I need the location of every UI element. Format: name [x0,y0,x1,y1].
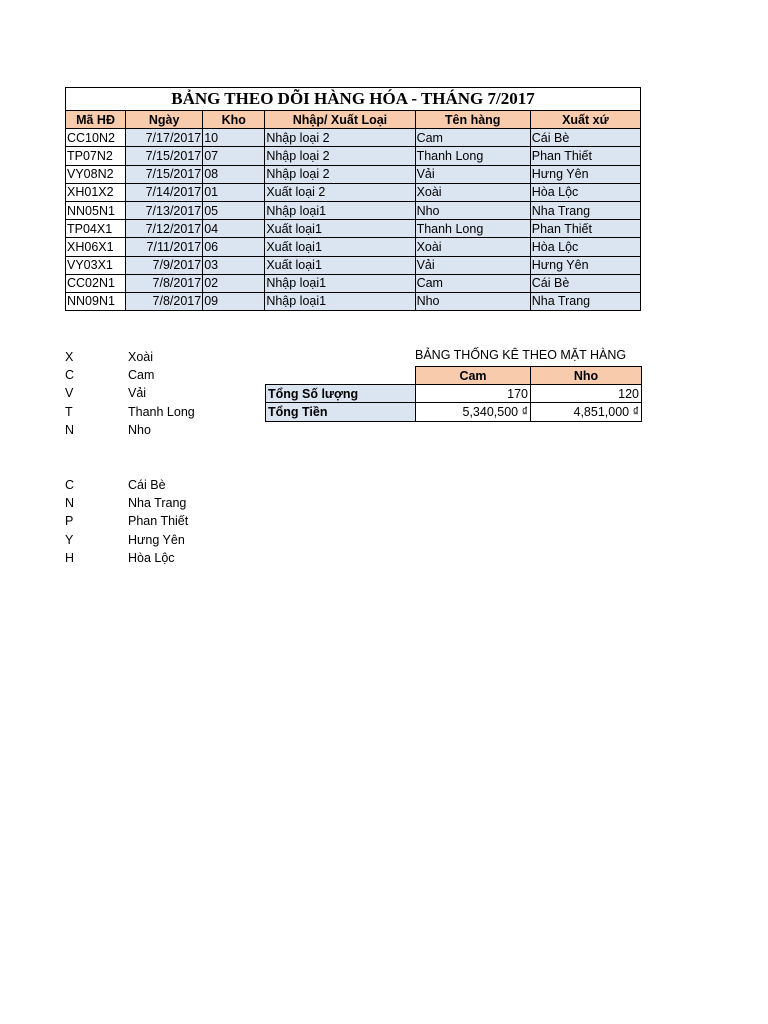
cell-ngay: 7/17/2017 [126,129,203,147]
cell-nhap-xuat-loai: Xuất loại1 [265,220,415,238]
legend-name: Phan Thiết [128,514,189,529]
legend-code: N [65,496,75,511]
cell-xuat-xu: Cái Bè [530,129,640,147]
legend-name: Hòa Lộc [128,550,175,565]
cell-ten-hang: Xoài [415,238,530,256]
legend-code: N [65,422,75,437]
cell-ten-hang: Vải [415,256,530,274]
cell-ngay: 7/11/2017 [126,238,203,256]
cell-ngay: 7/13/2017 [126,201,203,219]
cell-xuat-xu: Hòa Lộc [530,183,640,201]
legend-code: X [65,350,74,364]
stats-quantity-cam: 170 [416,385,531,403]
cell-ma-hd: NN05N1 [66,201,126,219]
cell-ma-hd: VY03X1 [66,256,126,274]
cell-xuat-xu: Hòa Lộc [530,238,640,256]
cell-kho: 07 [203,147,265,165]
cell-nhap-xuat-loai: Nhập loại 2 [265,129,415,147]
cell-ngay: 7/14/2017 [126,183,203,201]
cell-nhap-xuat-loai: Xuất loại1 [265,238,415,256]
cell-ma-hd: NN09N1 [66,292,126,310]
header-ten-hang: Tên hàng [415,111,530,129]
legend-name: Nho [128,422,151,437]
goods-tracking-table [65,87,641,311]
header-kho: Kho [203,111,265,129]
cell-kho: 05 [203,201,265,219]
stats-quantity-nho: 120 [531,385,642,403]
header-xuat-xu: Xuất xứ [530,111,640,129]
cell-kho: 08 [203,165,265,183]
stats-total-cam: 5,340,500 ₫ [416,403,531,421]
legend-code: T [65,404,73,419]
cell-ma-hd: CC10N2 [66,129,126,147]
cell-ten-hang: Xoài [415,183,530,201]
cell-kho: 04 [203,220,265,238]
header-nhap-xuat-loai: Nhập/ Xuất Loại [265,111,415,129]
cell-xuat-xu: Cái Bè [530,274,640,292]
table-row [66,238,641,256]
cell-kho: 09 [203,292,265,310]
header-ma-hd: Mã HĐ [66,111,126,129]
cell-kho: 06 [203,238,265,256]
cell-xuat-xu: Nha Trang [530,292,640,310]
cell-ma-hd: CC02N1 [66,274,126,292]
cell-ngay: 7/15/2017 [126,165,203,183]
cell-ten-hang: Cam [415,129,530,147]
table-row [66,147,641,165]
stats-header-nho: Nho [531,367,642,385]
cell-ngay: 7/15/2017 [126,147,203,165]
cell-xuat-xu: Phan Thiết [530,147,640,165]
cell-ten-hang: Nho [415,201,530,219]
table-row [66,129,641,147]
cell-ngay: 7/9/2017 [126,256,203,274]
stats-total-nho: 4,851,000 ₫ [531,403,642,421]
cell-nhap-xuat-loai: Nhập loại1 [265,292,415,310]
cell-ma-hd: XH06X1 [66,238,126,256]
cell-ma-hd: XH01X2 [66,183,126,201]
cell-kho: 03 [203,256,265,274]
cell-ngay: 7/12/2017 [126,220,203,238]
cell-ma-hd: TP04X1 [66,220,126,238]
table-row [66,292,641,310]
legend-code: H [65,550,75,565]
legend-name: Nha Trang [128,496,187,511]
legend-code: V [65,386,74,401]
legend-code: P [65,514,74,529]
cell-kho: 01 [203,183,265,201]
legend-name: Vải [128,386,147,401]
legend-name: Xoài [128,350,154,364]
legend-code: Y [65,532,74,547]
cell-ma-hd: VY08N2 [66,165,126,183]
stats-header-cam: Cam [416,367,531,385]
cell-nhap-xuat-loai: Nhập loại 2 [265,147,415,165]
table-row [66,220,641,238]
cell-kho: 02 [203,274,265,292]
cell-nhap-xuat-loai: Xuất loại1 [265,256,415,274]
table-title: BẢNG THEO DÕI HÀNG HÓA - THÁNG 7/2017 [66,88,641,111]
cell-ngay: 7/8/2017 [126,274,203,292]
stats-table [265,366,642,422]
cell-nhap-xuat-loai: Nhập loại 2 [265,165,415,183]
cell-nhap-xuat-loai: Xuất loại 2 [265,183,415,201]
cell-nhap-xuat-loai: Nhập loại1 [265,201,415,219]
header-ngay: Ngày [126,111,203,129]
stats-label-total: Tổng Tiền [266,403,416,421]
cell-xuat-xu: Hưng Yên [530,256,640,274]
legend-name: Cái Bè [128,478,166,492]
cell-ten-hang: Vải [415,165,530,183]
stats-corner [266,367,416,385]
cell-xuat-xu: Hưng Yên [530,165,640,183]
legend-name: Cam [128,368,155,383]
cell-xuat-xu: Nha Trang [530,201,640,219]
table-row [66,274,641,292]
stats-label-quantity: Tổng Số lượng [266,385,416,403]
cell-nhap-xuat-loai: Nhập loại1 [265,274,415,292]
cell-ngay: 7/8/2017 [126,292,203,310]
legend-code: C [65,368,75,383]
legend-name: Hưng Yên [128,532,185,547]
legend-name: Thanh Long [128,404,195,419]
cell-ma-hd: TP07N2 [66,147,126,165]
stats-title: BẢNG THỐNG KÊ THEO MẶT HÀNG [415,348,627,362]
cell-ten-hang: Cam [415,274,530,292]
table-body [66,129,641,311]
cell-kho: 10 [203,129,265,147]
cell-ten-hang: Thanh Long [415,220,530,238]
table-row [66,165,641,183]
table-row [66,183,641,201]
legend-code: C [65,478,75,492]
table-row [66,256,641,274]
table-row [66,201,641,219]
cell-ten-hang: Thanh Long [415,147,530,165]
cell-xuat-xu: Phan Thiết [530,220,640,238]
cell-ten-hang: Nho [415,292,530,310]
